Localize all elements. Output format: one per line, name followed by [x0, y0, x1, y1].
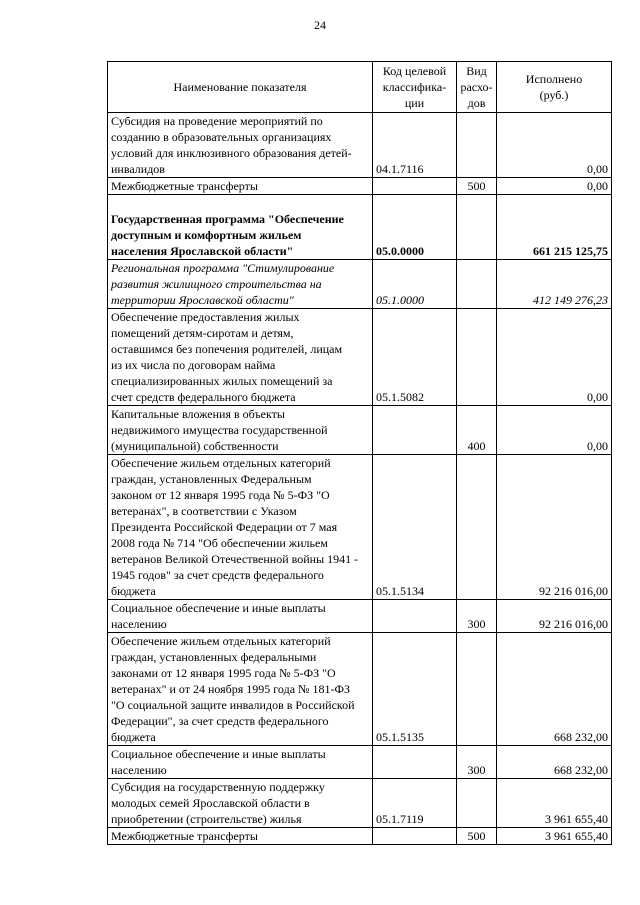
- row-expense-type-cell: 500: [457, 828, 497, 845]
- row-name-cell: Социальное обеспечение и иные выплаты населению: [108, 746, 373, 779]
- row-code-cell: [373, 746, 457, 779]
- row-name-cell: Обеспечение жильем отдельных категорий граждан, установленных Федеральным законом от 12 января 1995 года № 5-ФЗ "О ветеранах", в соответствии с Указом Президента Российской Федерации от 7 мая 2008 года № 714 "Об обеспечении жильем ветеранов Великой Отечественной войны 1941 - 1945 годов" за счет средств федерального бюджета: [108, 455, 373, 600]
- table-row: [108, 779, 612, 828]
- row-name-cell: Региональная программа "Стимулирование развития жилищного строительства на территории Ярославской области": [108, 260, 373, 309]
- row-amount-cell: 412 149 276,23: [497, 260, 612, 309]
- row-code-cell: [373, 406, 457, 455]
- row-name-cell: Межбюджетные трансферты: [108, 828, 373, 845]
- row-expense-type-cell: [457, 309, 497, 406]
- header-executed-amount: Исполнено (руб.): [497, 62, 612, 113]
- table-row: [108, 633, 612, 746]
- row-expense-type-cell: [457, 113, 497, 178]
- table-row: [108, 195, 612, 260]
- row-amount-cell: 92 216 016,00: [497, 600, 612, 633]
- row-expense-type-cell: 500: [457, 178, 497, 195]
- row-amount-cell: 661 215 125,75: [497, 195, 612, 260]
- row-code-cell: 05.1.5135: [373, 633, 457, 746]
- row-name-cell: Субсидия на проведение мероприятий по созданию в образовательных организациях условий для инклюзивного образования детей- инвалидов: [108, 113, 373, 178]
- row-name-cell: Социальное обеспечение и иные выплаты населению: [108, 600, 373, 633]
- table-row: [108, 260, 612, 309]
- row-expense-type-cell: [457, 779, 497, 828]
- row-name-cell: Капитальные вложения в объекты недвижимого имущества государственной (муниципальной) собственности: [108, 406, 373, 455]
- row-amount-cell: 0,00: [497, 178, 612, 195]
- row-code-cell: [373, 600, 457, 633]
- row-amount-cell: 3 961 655,40: [497, 779, 612, 828]
- row-code-cell: [373, 178, 457, 195]
- row-expense-type-cell: [457, 260, 497, 309]
- row-name-cell: Государственная программа "Обеспечение доступным и комфортным жильем населения Ярославской области": [108, 195, 373, 260]
- row-expense-type-cell: [457, 633, 497, 746]
- table-row: [108, 178, 612, 195]
- row-expense-type-cell: [457, 455, 497, 600]
- row-expense-type-cell: 300: [457, 600, 497, 633]
- page-number: 24: [314, 18, 326, 32]
- row-amount-cell: 0,00: [497, 406, 612, 455]
- table-row: [108, 455, 612, 600]
- row-name-cell: Обеспечение жильем отдельных категорий граждан, установленных федеральными законами от 12 января 1995 года № 5-ФЗ "О ветеранах" и от 24 ноября 1995 года № 181-ФЗ "О социальной защите инвалидов в Российской Федерации", за счет средств федерального бюджета: [108, 633, 373, 746]
- row-code-cell: 04.1.7116: [373, 113, 457, 178]
- table-row: [108, 828, 612, 845]
- row-name-cell: Обеспечение предоставления жилых помещений детям-сиротам и детям, оставшимся без попечения родителей, лицам из их числа по договорам найма специализированных жилых помещений за счет средств федерального бюджета: [108, 309, 373, 406]
- row-amount-cell: 0,00: [497, 113, 612, 178]
- row-amount-cell: 3 961 655,40: [497, 828, 612, 845]
- row-amount-cell: 668 232,00: [497, 746, 612, 779]
- row-expense-type-cell: 400: [457, 406, 497, 455]
- table-body: [108, 113, 612, 845]
- header-expense-type: Вид расхо- дов: [457, 62, 497, 113]
- row-name-cell: Межбюджетные трансферты: [108, 178, 373, 195]
- row-code-cell: 05.1.0000: [373, 260, 457, 309]
- row-name-cell: Субсидия на государственную поддержку молодых семей Ярославской области в приобретении (строительстве) жилья: [108, 779, 373, 828]
- row-amount-cell: 92 216 016,00: [497, 455, 612, 600]
- table-row: [108, 600, 612, 633]
- header-target-code: Код целевой классифика- ции: [373, 62, 457, 113]
- table-row: [108, 309, 612, 406]
- row-code-cell: 05.1.5082: [373, 309, 457, 406]
- budget-execution-table: [107, 61, 612, 845]
- table-header-row: [108, 62, 612, 113]
- table-row: [108, 406, 612, 455]
- row-expense-type-cell: 300: [457, 746, 497, 779]
- row-expense-type-cell: [457, 195, 497, 260]
- row-code-cell: 05.0.0000: [373, 195, 457, 260]
- row-code-cell: 05.1.5134: [373, 455, 457, 600]
- row-code-cell: 05.1.7119: [373, 779, 457, 828]
- table-row: [108, 746, 612, 779]
- table-row: [108, 113, 612, 178]
- row-code-cell: [373, 828, 457, 845]
- header-indicator-name: Наименование показателя: [108, 62, 373, 113]
- row-amount-cell: 668 232,00: [497, 633, 612, 746]
- row-amount-cell: 0,00: [497, 309, 612, 406]
